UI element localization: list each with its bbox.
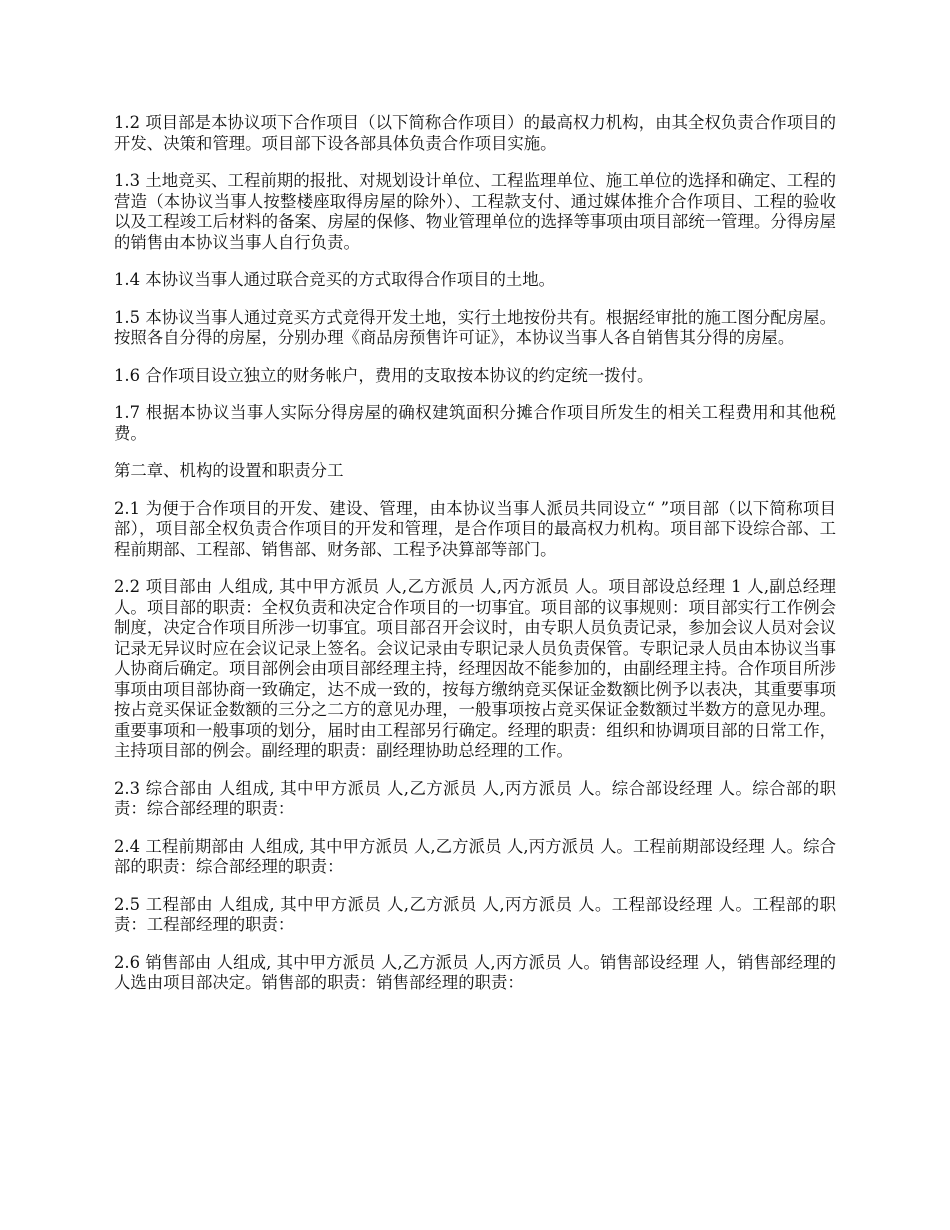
paragraph-2-2: 2.2 项目部由 人组成, 其中甲方派员 人,乙方派员 人,丙方派员 人。项目部设总经理 1 人,副总经理 人。项目部的职责：全权负责和决定合作项目的一切事宜。项目部的议事规则：项目部实行工作例会制度，决定合作项目所涉一切事宜。项目部召开会议时，由专职人员负责记录，参加会议人员对会议记录无异议时应在会议记录上签名。会议记录由专职记录人员负责保管。专职记录人员由本协议当事人协商后确定。项目部例会由项目部经理主持，经理因故不能参加的，由副经理主持。合作项目所涉事项由项目部协商一致确定，达不成一致的，按每方缴纳竞买保证金数额比例予以表决，其重要事项按占竞买保证金数额的三分之二方的意见办理，一般事项按占竞买保证金数额过半数方的意见办理。重要事项和一般事项的划分，届时由工程部另行确定。经理的职责：组织和协调项目部的日常工作，主持项目部的例会。副经理的职责：副经理协助总经理的工作。 (114, 577, 836, 760)
paragraph-2-1: 2.1 为便于合作项目的开发、建设、管理，由本协议当事人派员共同设立“ ”项目部（以下简称项目部），项目部全权负责合作项目的开发和管理，是合作项目的最高权力机构。项目部下设综合部、工程前期部、工程部、销售部、财务部、工程予决算部等部门。 (114, 498, 836, 559)
chapter-2-heading: 第二章、机构的设置和职责分工 (114, 461, 344, 480)
paragraph-1-5: 1.5 本协议当事人通过竞买方式竞得开发土地，实行土地按份共有。根据经审批的施工图分配房屋。按照各自分得的房屋，分别办理《商品房预售许可证》，本协议当事人各自销售其分得的房屋。 (114, 307, 836, 347)
document-body (114, 113, 836, 994)
paragraph-1-4: 1.4 本协议当事人通过联合竞买的方式取得合作项目的土地。 (114, 270, 556, 289)
paragraph-2-4: 2.4 工程前期部由 人组成, 其中甲方派员 人,乙方派员 人,丙方派员 人。工程前期部设经理 人。综合部的职责：综合部经理的职责： (114, 836, 836, 876)
paragraph-1-2: 1.2 项目部是本协议项下合作项目（以下简称合作项目）的最高权力机构，由其全权负责合作项目的开发、决策和管理。项目部下设各部具体负责合作项目实施。 (114, 113, 836, 153)
paragraph-1-3: 1.3 土地竞买、工程前期的报批、对规划设计单位、工程监理单位、施工单位的选择和确定、工程的营造（本协议当事人按整楼座取得房屋的除外）、工程款支付、通过媒体推介合作项目、工程的验收以及工程竣工后材料的备案、房屋的保修、物业管理单位的选择等事项由项目部统一管理。分得房屋的销售由本协议当事人自行负责。 (114, 171, 836, 252)
paragraph-1-7: 1.7 根据本协议当事人实际分得房屋的确权建筑面积分摊合作项目所发生的相关工程费用和其他税费。 (114, 403, 836, 443)
paragraph-1-6: 1.6 合作项目设立独立的财务帐户，费用的支取按本协议的约定统一拨付。 (114, 365, 654, 385)
paragraph-2-3: 2.3 综合部由 人组成, 其中甲方派员 人,乙方派员 人,丙方派员 人。综合部设经理 人。综合部的职责：综合部经理的职责： (114, 778, 836, 818)
paragraph-2-5: 2.5 工程部由 人组成, 其中甲方派员 人,乙方派员 人,丙方派员 人。工程部设经理 人。工程部的职责：工程部经理的职责： (114, 894, 836, 934)
paragraph-2-6: 2.6 销售部由 人组成, 其中甲方派员 人,乙方派员 人,丙方派员 人。销售部设经理 人，销售部经理的人选由项目部决定。销售部的职责：销售部经理的职责： (114, 952, 836, 992)
